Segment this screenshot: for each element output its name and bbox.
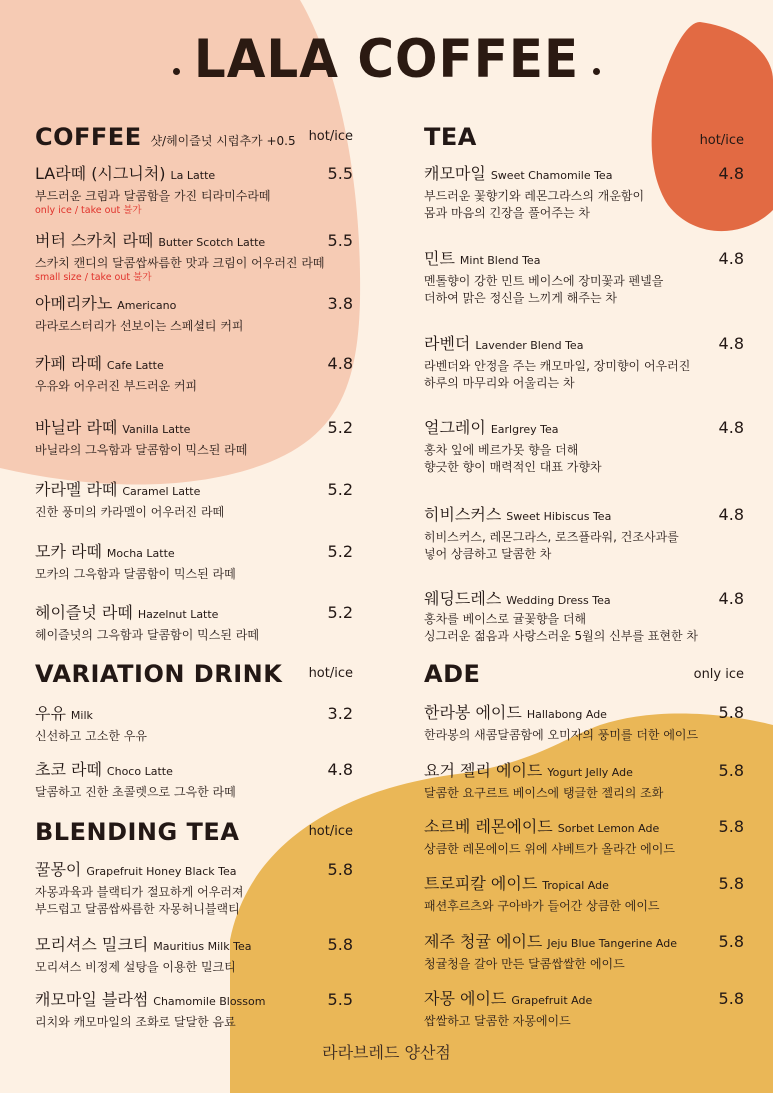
- item-description: 라라로스터리가 선보이는 스페셜티 커피: [35, 319, 244, 333]
- item-name: 바닐라 라떼: [35, 418, 118, 437]
- section-header-blending: [35, 818, 353, 848]
- item-description: 멘톨향이 강한 민트 베이스에 장미꽃과 펜넬을: [424, 274, 664, 288]
- item-price: 3.2: [327, 704, 353, 723]
- store-name-footer: 라라브레드 양산점: [322, 1043, 451, 1062]
- item-description-line2: 싱그러운 젊음과 사랑스러운 5월의 신부를 표현한 차: [424, 629, 698, 643]
- item-description: 상큼한 레몬에이드 위에 샤베트가 올라간 에이드: [424, 842, 675, 856]
- menu-item: [424, 703, 744, 744]
- item-price: 5.8: [718, 932, 744, 951]
- item-name: 라벤더: [424, 334, 471, 353]
- item-price: 5.2: [327, 418, 353, 437]
- item-english-name: Milk: [70, 709, 93, 722]
- item-english-name: Chamomile Blossom: [153, 995, 266, 1008]
- menu-item: [35, 231, 353, 284]
- item-price: 5.2: [327, 542, 353, 561]
- item-price: 4.8: [718, 505, 744, 524]
- item-description: 한라봉의 새콤달콤함에 오미자의 풍미를 더한 에이드: [424, 728, 699, 742]
- item-name: 소르베 레몬에이드: [424, 817, 553, 836]
- item-name: 아메리카노: [35, 294, 113, 313]
- item-description: 리치와 캐모마일의 조화로 달달한 음료: [35, 1015, 236, 1029]
- item-name: 꿀몽이: [35, 860, 82, 879]
- item-description: 모카의 그윽함과 달콤함이 믹스된 라떼: [35, 567, 236, 581]
- title-dot-left: [173, 68, 180, 75]
- item-name: 헤이즐넛 라떼: [35, 603, 133, 622]
- item-english-name: Mauritius Milk Tea: [153, 940, 252, 953]
- section-title: ADE: [424, 660, 481, 688]
- menu-item: [35, 354, 353, 395]
- item-name: 카라멜 라떼: [35, 480, 118, 499]
- section-title: COFFEE: [35, 123, 142, 151]
- item-price: 5.8: [718, 761, 744, 780]
- item-description-line2: 몸과 마음의 긴장을 풀어주는 차: [424, 206, 590, 220]
- item-english-name: Lavender Blend Tea: [475, 339, 584, 352]
- item-english-name: Grapefruit Honey Black Tea: [86, 865, 237, 878]
- item-description: 헤이즐넛의 그윽함과 달콤함이 믹스된 라떼: [35, 628, 259, 642]
- item-name: 캐모마일 블라썸: [35, 990, 149, 1009]
- menu-item: [35, 480, 353, 521]
- menu-item: [424, 989, 744, 1030]
- item-description: 라벤더와 안정을 주는 캐모마일, 장미향이 어우러진: [424, 359, 691, 373]
- section-header-variation: [35, 660, 353, 690]
- item-english-name: Wedding Dress Tea: [506, 594, 611, 607]
- item-description: 홍차 잎에 베르가못 향을 더해: [424, 443, 579, 457]
- menu-item: [35, 990, 353, 1031]
- menu-item: [424, 761, 744, 802]
- item-name: 버터 스카치 라떼: [35, 231, 154, 250]
- section-tag: hot/ice: [699, 133, 744, 148]
- section-title: VARIATION DRINK: [35, 660, 283, 688]
- menu-item: [424, 249, 744, 307]
- item-name: 웨딩드레스: [424, 589, 502, 608]
- item-name: 요거 젤리 에이드: [424, 761, 543, 780]
- item-english-name: Yogurt Jelly Ade: [547, 766, 633, 779]
- item-price: 4.8: [718, 418, 744, 437]
- item-price: 5.8: [718, 703, 744, 722]
- item-english-name: Hallabong Ade: [526, 708, 607, 721]
- item-price: 4.8: [718, 589, 744, 608]
- item-description: 패션후르츠와 구아바가 들어간 상큼한 에이드: [424, 899, 660, 913]
- item-english-name: Choco Latte: [106, 765, 173, 778]
- item-english-name: Sweet Hibiscus Tea: [506, 510, 612, 523]
- section-tag: hot/ice: [308, 129, 353, 144]
- item-price: 4.8: [718, 334, 744, 353]
- menu-title: LALA COFFEE: [193, 28, 580, 90]
- item-english-name: Sorbet Lemon Ade: [557, 822, 660, 835]
- menu-item: [35, 418, 353, 459]
- item-english-name: Caramel Latte: [122, 485, 201, 498]
- item-description-line2: 향긋한 향이 매력적인 대표 가향차: [424, 460, 602, 474]
- item-price: 4.8: [718, 249, 744, 268]
- item-name: 모리셔스 밀크티: [35, 935, 149, 954]
- item-english-name: Earlgrey Tea: [490, 423, 559, 436]
- item-english-name: La Latte: [170, 169, 216, 182]
- item-name: 제주 청귤 에이드: [424, 932, 543, 951]
- section-tag: hot/ice: [308, 824, 353, 839]
- menu-item: [424, 932, 744, 973]
- menu-item: [35, 704, 353, 745]
- item-name: 민트: [424, 249, 455, 268]
- menu-item: [35, 294, 353, 335]
- item-description: 부드러운 크림과 달콤함을 가진 티라미수라떼: [35, 189, 271, 203]
- section-title: BLENDING TEA: [35, 818, 240, 846]
- section-tag: only ice: [693, 667, 744, 682]
- item-description: 스카치 캔디의 달콤쌉싸름한 맛과 크림이 어우러진 라떼: [35, 256, 325, 270]
- item-description: 부드러운 꽃향기와 레몬그라스의 개운함이: [424, 189, 645, 203]
- item-price: 5.5: [327, 164, 353, 183]
- menu-title-block: [0, 30, 773, 88]
- item-name: 초코 라떼: [35, 760, 102, 779]
- item-english-name: Grapefruit Ade: [511, 994, 593, 1007]
- menu-item: [424, 334, 744, 392]
- item-price: 5.5: [327, 990, 353, 1009]
- section-header-coffee: [35, 123, 353, 153]
- item-name: 캐모마일: [424, 164, 486, 183]
- item-price: 5.8: [718, 874, 744, 893]
- item-description: 우유와 어우러진 부드러운 커피: [35, 379, 198, 393]
- item-english-name: Mint Blend Tea: [459, 254, 541, 267]
- item-description-line2: 하루의 마무리와 어울리는 차: [424, 376, 575, 390]
- menu-item: [424, 418, 744, 476]
- item-description: 쌉쌀하고 달콤한 자몽에이드: [424, 1014, 571, 1028]
- item-name: 한라봉 에이드: [424, 703, 522, 722]
- item-price: 3.8: [327, 294, 353, 313]
- item-english-name: Cafe Latte: [106, 359, 164, 372]
- item-description: 히비스커스, 레몬그라스, 로즈플라워, 건조사과를: [424, 530, 679, 544]
- item-name: 모카 라떼: [35, 542, 102, 561]
- item-price: 4.8: [327, 354, 353, 373]
- item-english-name: Americano: [117, 299, 177, 312]
- item-description: 진한 풍미의 카라멜이 어우러진 라떼: [35, 505, 225, 519]
- item-price: 5.8: [327, 935, 353, 954]
- item-description: 신선하고 고소한 우유: [35, 729, 147, 743]
- item-description: 홍차를 베이스로 귤꽃향을 더해: [424, 612, 587, 626]
- item-name: 카페 라떼: [35, 354, 102, 373]
- item-description: 바닐라의 그윽함과 달콤함이 믹스된 라떼: [35, 443, 248, 457]
- item-english-name: Sweet Chamomile Tea: [490, 169, 613, 182]
- item-english-name: Jeju Blue Tangerine Ade: [547, 937, 678, 950]
- item-price: 4.8: [327, 760, 353, 779]
- section-subtitle: 샷/헤이즐넛 시럽추가 +0.5: [150, 134, 296, 148]
- item-name: 자몽 에이드: [424, 989, 507, 1008]
- item-description: 달콤한 요구르트 베이스에 탱글한 젤리의 조화: [424, 786, 664, 800]
- menu-item: [424, 874, 744, 915]
- menu-item: [35, 935, 353, 976]
- item-description: 달콤하고 진한 초콜렛으로 그윽한 라떼: [35, 785, 236, 799]
- section-tag: hot/ice: [308, 666, 353, 681]
- item-note: only ice / take out 불가: [35, 205, 142, 216]
- menu-item: [424, 505, 744, 563]
- section-header-ade: [424, 660, 744, 690]
- item-price: 5.8: [327, 860, 353, 879]
- item-english-name: Mocha Latte: [106, 547, 175, 560]
- menu-item: [35, 542, 353, 583]
- item-price: 5.8: [718, 817, 744, 836]
- menu-item: [424, 817, 744, 858]
- item-description: 청귤청을 갈아 만든 달콤쌉쌀한 에이드: [424, 957, 625, 971]
- item-name: 트로피칼 에이드: [424, 874, 538, 893]
- menu-item: [35, 860, 353, 918]
- item-description: 모리셔스 비정제 설탕을 이용한 밀크티: [35, 960, 236, 974]
- title-dot-right: [593, 68, 600, 75]
- item-description-line2: 넣어 상큼하고 달콤한 차: [424, 547, 552, 561]
- item-name: LA라떼 (시그니처): [35, 164, 166, 183]
- item-name: 히비스커스: [424, 505, 502, 524]
- item-description-line2: 더하여 맑은 정신을 느끼게 해주는 차: [424, 291, 617, 305]
- menu-item: [424, 589, 744, 645]
- menu-item: [35, 603, 353, 644]
- item-description: 자몽과육과 블랙티가 절묘하게 어우러져: [35, 885, 244, 899]
- item-english-name: Tropical Ade: [542, 879, 609, 892]
- item-price: 5.2: [327, 480, 353, 499]
- item-price: 4.8: [718, 164, 744, 183]
- item-note: small size / take out 불가: [35, 272, 152, 283]
- item-english-name: Butter Scotch Latte: [158, 236, 266, 249]
- item-name: 얼그레이: [424, 418, 486, 437]
- section-header-tea: [424, 123, 744, 153]
- menu-item: [424, 164, 744, 222]
- menu-item: [35, 164, 353, 217]
- menu-item: [35, 760, 353, 801]
- item-english-name: Hazelnut Latte: [137, 608, 219, 621]
- item-price: 5.2: [327, 603, 353, 622]
- item-price: 5.8: [718, 989, 744, 1008]
- section-title: TEA: [424, 123, 477, 151]
- item-english-name: Vanilla Latte: [122, 423, 191, 436]
- item-description-line2: 부드럽고 달콤쌉싸름한 자몽허니블랙티: [35, 902, 240, 916]
- item-name: 우유: [35, 704, 66, 723]
- item-price: 5.5: [327, 231, 353, 250]
